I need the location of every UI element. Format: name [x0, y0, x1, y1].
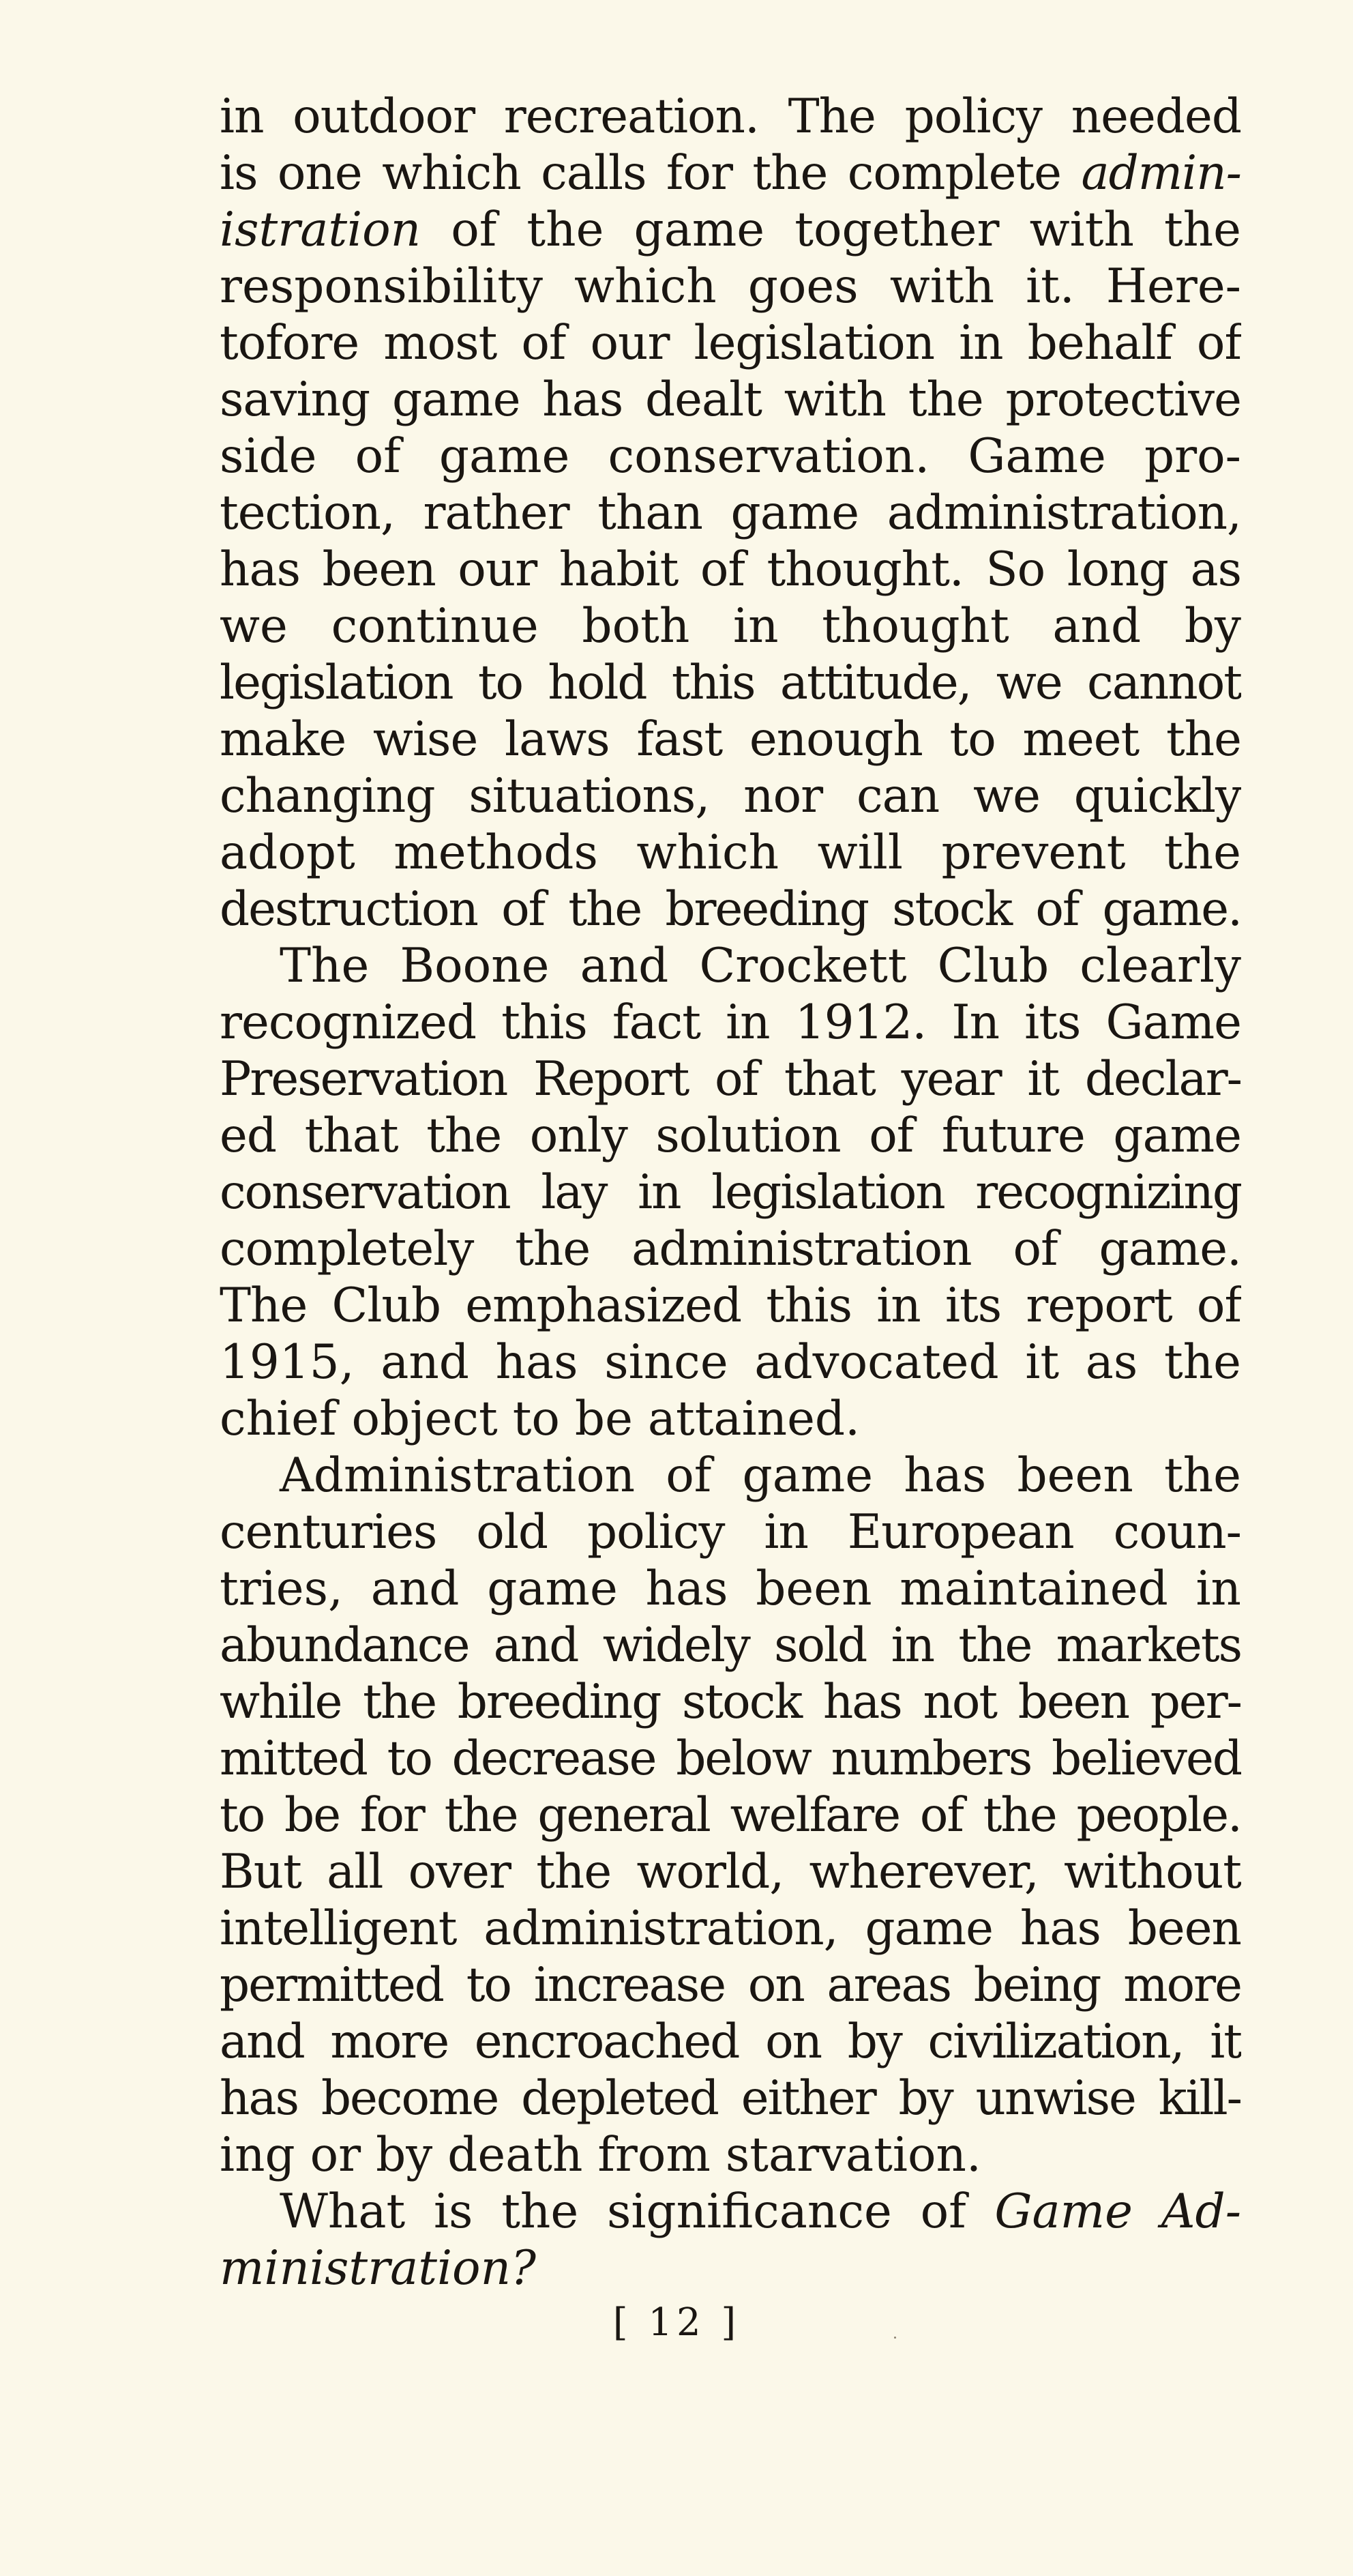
- text-line: abundance and widely sold in the markets: [220, 1618, 1241, 1673]
- text-line: has become depleted either by unwise kill-: [220, 2071, 1241, 2126]
- text-line: is one which calls for the complete admin-: [220, 146, 1241, 201]
- text-line: responsibility which goes with it. Here-: [220, 259, 1241, 314]
- italic-term: Game Ad-: [994, 2184, 1241, 2239]
- text-line: tries, and game has been maintained in: [220, 1562, 1241, 1616]
- italic-term: ministration?: [220, 2241, 537, 2296]
- text-line: we continue both in thought and by: [220, 599, 1241, 654]
- body-text: [220, 89, 1241, 2297]
- paragraph-start-line: Administration of game has been the: [280, 1448, 1241, 1503]
- text-line: ed that the only solution of future game: [220, 1109, 1241, 1163]
- text-line: intelligent administration, game has been: [220, 1901, 1241, 1956]
- text-line: 1915, and has since advocated it as the: [220, 1335, 1241, 1390]
- text-line: completely the administration of game.: [220, 1222, 1241, 1276]
- text-line: The Club emphasized this in its report of: [220, 1278, 1241, 1333]
- text-line: recognized this fact in 1912. In its Game: [220, 995, 1241, 1050]
- text-line: adopt methods which will prevent the: [220, 825, 1241, 880]
- paragraph-end-line: chief object to be attained.: [220, 1392, 861, 1446]
- text-line: Preservation Report of that year it declar-: [220, 1052, 1241, 1107]
- paragraph-end-line: [220, 2240, 1241, 2297]
- text-line: while the breeding stock has not been per-: [220, 1675, 1241, 1729]
- italic-term: istration: [220, 203, 421, 257]
- text-line: in outdoor recreation. The policy needed: [220, 89, 1241, 144]
- paragraph-start-line: The Boone and Crockett Club clearly: [280, 939, 1241, 993]
- text-line: changing situations, nor can we quickly: [220, 769, 1241, 823]
- italic-term: admin-: [1081, 146, 1241, 201]
- text-line: tection, rather than game administration,: [220, 486, 1241, 540]
- text-line: and more encroached on by civilization, it: [220, 2015, 1241, 2069]
- text-line: has been our habit of thought. So long as: [220, 542, 1241, 597]
- paper-speck: [894, 2337, 896, 2339]
- paragraph-start-line: What is the significance of Game Ad-: [280, 2184, 1241, 2239]
- text-line: istration of the game together with the: [220, 203, 1241, 257]
- text-line: to be for the general welfare of the people.: [220, 1788, 1241, 1843]
- text-line: tofore most of our legislation in behalf of: [220, 316, 1241, 370]
- text-line: But all over the world, wherever, without: [220, 1845, 1241, 1899]
- text-line: saving game has dealt with the protective: [220, 372, 1241, 427]
- paragraph-end-line: ing or by death from starvation.: [220, 2128, 981, 2182]
- text-line: side of game conservation. Game pro-: [220, 429, 1241, 484]
- text-line: centuries old policy in European coun-: [220, 1505, 1241, 1560]
- text-line: mitted to decrease below numbers believed: [220, 1731, 1241, 1786]
- text-line: conservation lay in legislation recognizing: [220, 1165, 1241, 1220]
- page-number: [ 12 ]: [612, 2300, 741, 2345]
- text-line: destruction of the breeding stock of game.: [220, 882, 1241, 937]
- text-line: make wise laws fast enough to meet the: [220, 712, 1241, 767]
- text-line: permitted to increase on areas being more: [220, 1958, 1241, 2012]
- text-line: legislation to hold this attitude, we cannot: [220, 656, 1241, 710]
